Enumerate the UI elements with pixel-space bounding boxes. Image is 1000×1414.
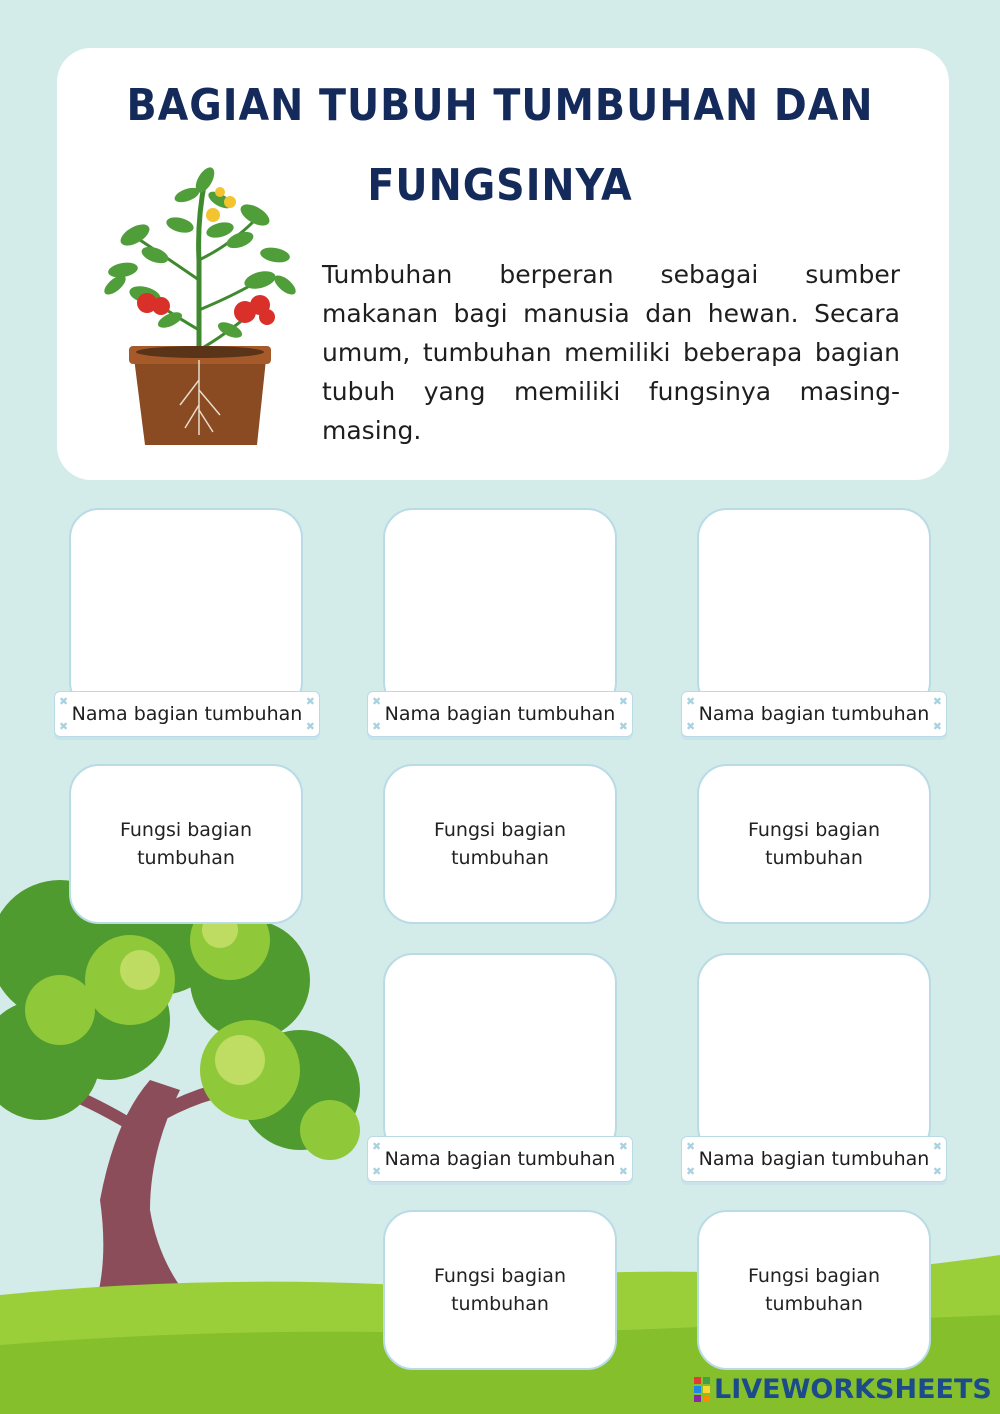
decor-cross-icon: ✖ <box>932 695 942 708</box>
decor-cross-icon: ✖ <box>686 695 696 708</box>
function-text: Fungsi bagian tumbuhan <box>434 819 566 869</box>
decor-cross-icon: ✖ <box>686 1140 696 1153</box>
image-drop-box-4[interactable] <box>383 953 617 1157</box>
function-text: Fungsi bagian tumbuhan <box>120 819 252 869</box>
decor-cross-icon: ✖ <box>372 1165 382 1178</box>
decor-cross-icon: ✖ <box>372 1140 382 1153</box>
tomato-plant-illustration <box>95 160 305 450</box>
image-drop-box-1[interactable] <box>69 508 303 712</box>
liveworksheets-icon <box>692 1375 712 1405</box>
decor-cross-icon: ✖ <box>305 695 315 708</box>
decor-cross-icon: ✖ <box>372 720 382 733</box>
name-label-5[interactable] <box>681 1136 947 1182</box>
image-drop-box-2[interactable] <box>383 508 617 712</box>
name-label-text: Nama bagian tumbuhan <box>384 1148 616 1170</box>
name-label-3[interactable] <box>681 691 947 737</box>
name-label-2[interactable] <box>367 691 633 737</box>
decor-cross-icon: ✖ <box>686 720 696 733</box>
decor-cross-icon: ✖ <box>305 720 315 733</box>
decor-cross-icon: ✖ <box>618 1165 628 1178</box>
decor-cross-icon: ✖ <box>618 1140 628 1153</box>
function-box-1[interactable] <box>69 764 303 924</box>
decor-cross-icon: ✖ <box>932 1165 942 1178</box>
name-label-4[interactable] <box>367 1136 633 1182</box>
name-label-text: Nama bagian tumbuhan <box>384 703 616 725</box>
function-text: Fungsi bagian tumbuhan <box>748 819 880 869</box>
image-drop-box-3[interactable] <box>697 508 931 712</box>
function-text: Fungsi bagian tumbuhan <box>434 1265 566 1315</box>
name-label-text: Nama bagian tumbuhan <box>698 1148 930 1170</box>
image-drop-box-5[interactable] <box>697 953 931 1157</box>
decor-cross-icon: ✖ <box>932 720 942 733</box>
name-label-1[interactable] <box>54 691 320 737</box>
decor-cross-icon: ✖ <box>686 1165 696 1178</box>
page-title-line-2: FUNGSINYA <box>367 160 633 211</box>
intro-paragraph: Tumbuhan berperan sebagai sumber makanan bagi manusia dan hewan. Secara umum, tumbuhan memiliki beberapa bagian tubuh yang memiliki fungsinya masing-masing. <box>322 260 900 445</box>
brand-text: LIVEWORKSHEETS <box>714 1374 992 1405</box>
page-title-line-1: BAGIAN TUBUH TUMBUHAN DAN <box>126 80 874 131</box>
name-label-text: Nama bagian tumbuhan <box>71 703 303 725</box>
decor-cross-icon: ✖ <box>618 695 628 708</box>
decor-cross-icon: ✖ <box>618 720 628 733</box>
function-box-2[interactable] <box>383 764 617 924</box>
liveworksheets-logo[interactable] <box>692 1374 992 1405</box>
name-label-text: Nama bagian tumbuhan <box>698 703 930 725</box>
decor-cross-icon: ✖ <box>372 695 382 708</box>
function-box-5[interactable] <box>697 1210 931 1370</box>
decor-cross-icon: ✖ <box>59 720 69 733</box>
function-text: Fungsi bagian tumbuhan <box>748 1265 880 1315</box>
function-box-4[interactable] <box>383 1210 617 1370</box>
function-box-3[interactable] <box>697 764 931 924</box>
decor-cross-icon: ✖ <box>932 1140 942 1153</box>
decor-cross-icon: ✖ <box>59 695 69 708</box>
